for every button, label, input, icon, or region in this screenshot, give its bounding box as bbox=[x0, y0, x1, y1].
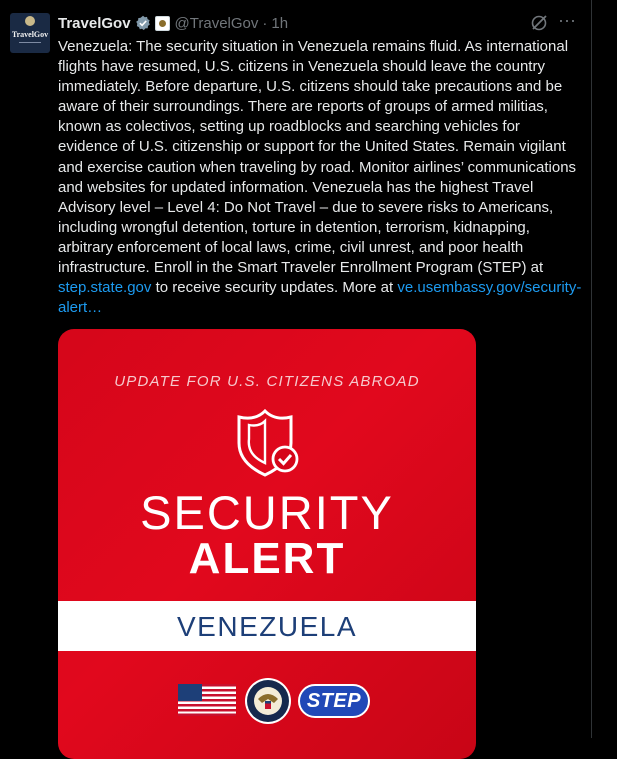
avatar-seal bbox=[25, 16, 35, 26]
tweet-body: Venezuela: The security situation in Venezuela remains fluid. As international flights have resumed, U.S. citizens in Venezuela should leave the country immediately. Before departure, U.S. citizens should take precautions and be aware of their surroundings. There are reports of groups of armed militias, known as colectivos, setting up roadblocks and searching vehicles for evidence of U.S. citizenship or support for the United States. Remain vigilant and exercise caution when traveling by road. Monitor airlines’ communications and websites for updated information. Venezuela has the highest Travel Advisory level – Level 4: Do Not Travel – due to severe risks to Americans, including wrongful detention, torture in detention, terrorism, kidnapping, arbitrary enforcement of local laws, crime, civil unrest, and poor health infrastructure. Enroll in the Smart Traveler Enrollment Program (STEP) at bbox=[58, 38, 577, 277]
embassy-link[interactable]: ve.usembassy.gov/security-alert… bbox=[58, 279, 582, 317]
tweet-header bbox=[58, 13, 288, 33]
country-band bbox=[58, 601, 476, 651]
display-name[interactable]: TravelGov bbox=[58, 14, 131, 32]
state-seal-icon bbox=[244, 677, 292, 725]
column-border bbox=[591, 0, 592, 738]
dot-separator: · bbox=[262, 14, 268, 32]
affiliate-badge-icon[interactable] bbox=[155, 16, 170, 31]
card-subtitle: UPDATE FOR U.S. CITIZENS ABROAD bbox=[114, 373, 420, 390]
country-name: VENEZUELA bbox=[177, 611, 357, 642]
step-link[interactable]: step.state.gov bbox=[58, 279, 152, 297]
security-alert-image[interactable] bbox=[58, 329, 476, 759]
tweet-body-continued: to receive security updates. More at bbox=[155, 279, 394, 297]
timestamp[interactable]: 1h bbox=[271, 14, 289, 32]
avatar[interactable] bbox=[10, 13, 50, 53]
us-flag-icon bbox=[178, 684, 236, 716]
card-title-security: SECURITY bbox=[140, 486, 394, 539]
handle[interactable]: @TravelGov bbox=[174, 14, 259, 32]
shield-check-icon bbox=[233, 409, 303, 479]
step-logo: STEP bbox=[298, 684, 370, 718]
grok-icon[interactable] bbox=[530, 14, 548, 32]
verified-icon[interactable] bbox=[135, 15, 151, 31]
more-icon[interactable]: ··· bbox=[558, 10, 576, 30]
card-title-alert: ALERT bbox=[188, 534, 346, 583]
tweet-text bbox=[58, 37, 582, 318]
avatar-divider bbox=[19, 42, 41, 43]
avatar-label: TravelGov bbox=[11, 30, 49, 39]
